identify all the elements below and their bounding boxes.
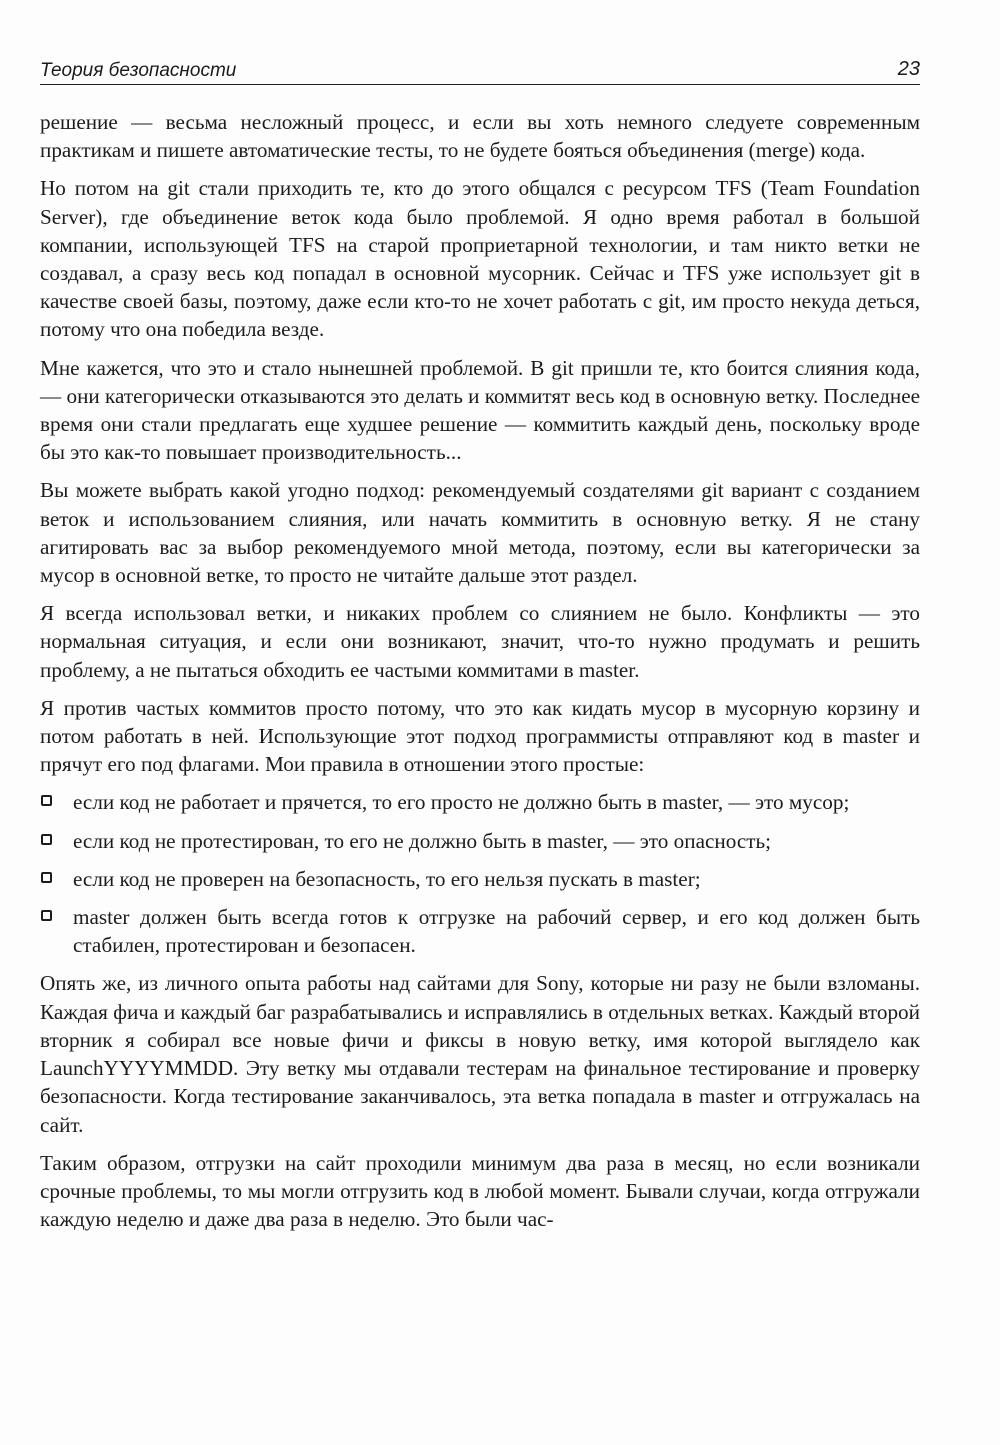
square-bullet-icon bbox=[41, 834, 52, 845]
rules-list bbox=[40, 788, 920, 959]
page-number: 23 bbox=[897, 58, 920, 80]
list-item bbox=[40, 827, 920, 855]
square-bullet-icon bbox=[41, 795, 52, 806]
square-bullet-icon bbox=[41, 910, 52, 921]
page-body bbox=[40, 108, 920, 1243]
paragraph: решение — весьма несложный процесс, и если вы хоть немного следуете современным практикам и пишете автоматические тесты, то не будете бояться объединения (merge) кода. bbox=[40, 110, 920, 163]
square-bullet-icon bbox=[41, 872, 52, 883]
list-item bbox=[40, 903, 920, 959]
list-item-text: если код не протестирован, то его не должно быть в master, — это опасность; bbox=[73, 828, 772, 853]
paragraph: Я всегда использовал ветки, и никаких проблем со слиянием не было. Конфликты — это нормальная ситуация, и если они возникают, значит, что-то нужно продумать и решить проблему, а не пытаться обходить ее частыми коммитами в master. bbox=[40, 601, 920, 682]
chapter-title: Теория безопасности bbox=[40, 60, 237, 81]
paragraph: Опять же, из личного опыта работы над сайтами для Sony, которые ни разу не были взломаны. Каждая фича и каждый баг разрабатывались и исправлялись в отдельных ветках. Каждый второй вторник я собирал все новые фичи и фиксы в новую ветку, имя которой выглядело как LaunchYYYYMMDD. Эту ветку мы отдавали тестерам на финальное тестирование и проверку безопасности. Когда тестирование заканчивалось, эта ветка попадала в master и отгружалась на сайт. bbox=[40, 971, 920, 1137]
paragraph: Я против частых коммитов просто потому, что это как кидать мусор в мусорную корзину и потом работать в ней. Использующие этот подход программисты отправляют код в master и прячут его под флагами. Мои правила в отношении этого простые: bbox=[40, 695, 920, 777]
paragraph: Вы можете выбрать какой угодно подход: рекомендуемый создателями git вариант с созданием веток и использованием слияния, или начать коммитить в основную ветку. Я не стану агитировать вас за выбор рекомендуемого мной метода, поэтому, если вы категорически за мусор в основной ветке, то просто не читайте дальше этот раздел. bbox=[40, 478, 920, 588]
list-item-text: если код не работает и прячется, то его просто не должно быть в master, — это мусор; bbox=[73, 790, 850, 815]
paragraph: Таким образом, отгрузки на сайт проходили минимум два раза в месяц, но если возникали срочные проблемы, то мы могли отгрузить код в любой момент. Бывали случаи, когда отгружали каждую неделю и даже два раза в неделю. Это были час- bbox=[40, 1150, 920, 1232]
list-item-text: если код не проверен на безопасность, то его нельзя пускать в master; bbox=[73, 866, 701, 891]
running-header bbox=[40, 56, 920, 85]
list-item bbox=[40, 865, 920, 893]
paragraph: Но потом на git стали приходить те, кто до этого общался с ресурсом TFS (Team Foundation Server), где объединение веток кода было проблемой. Я одно время работал в большой компании, использующей TFS на старой проприетарной технологии, и там никто ветки не создавал, а сразу весь код попадал в основной мусорник. Сейчас и TFS уже использует git в качестве своей базы, поэтому, даже если кто-то не хочет работать с git, им просто некуда деться, потому что она победила везде. bbox=[40, 176, 920, 342]
paragraph: Мне кажется, что это и стало нынешней проблемой. В git пришли те, кто боится слияния кода, — они категорически отказываются это делать и коммитят весь код в основную ветку. Последнее время они стали предлагать еще худшее решение — коммитить каждый день, поскольку вроде бы это как-то повышает производительность... bbox=[40, 355, 920, 465]
list-item-text: master должен быть всегда готов к отгрузке на рабочий сервер, и его код должен быть стабилен, протестирован и безопасен. bbox=[73, 905, 920, 958]
list-item bbox=[40, 788, 920, 816]
